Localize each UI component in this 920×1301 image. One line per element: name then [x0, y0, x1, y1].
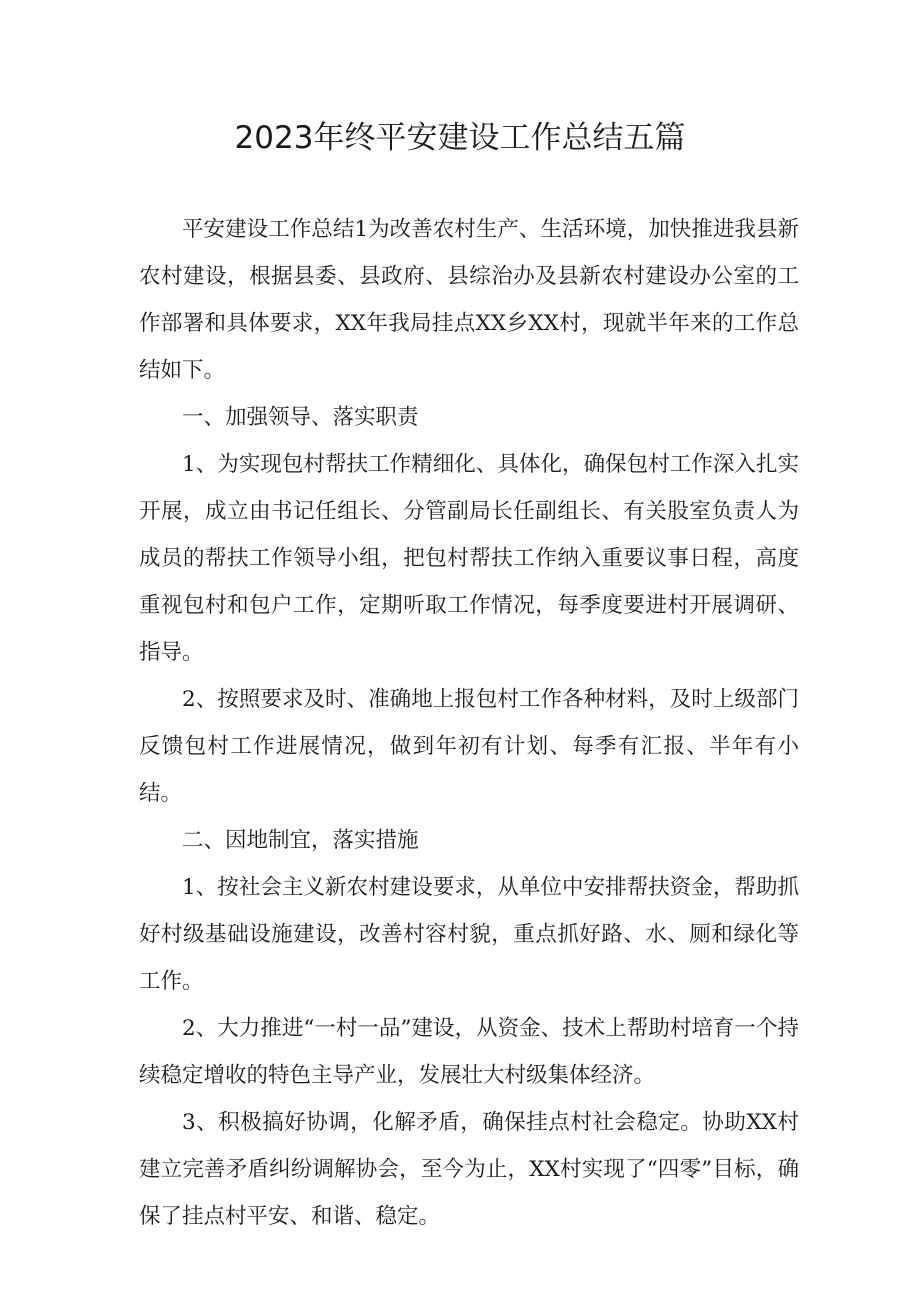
section-heading-2: 二、因地制宜，落实措施 — [182, 828, 419, 853]
paragraph-2-1: 1、按社会主义新农村建设要求，从单位中安排帮扶资金，帮助抓好村级基础设施建设，改善村容村貌，重点抓好路、水、厕和绿化等工作。 — [139, 875, 799, 994]
paragraph-2-3: 3、积极搞好协调，化解矛盾，确保挂点村社会稳定。协助XX村建立完善矛盾纠纷调解协会，至今为止，XX村实现了“四零”目标，确保了挂点村平安、和谐、稳定。 — [139, 1110, 799, 1229]
paragraph-1-2: 2、按照要求及时、准确地上报包村工作各种材料，及时上级部门反馈包村工作进展情况，做到年初有计划、每季有汇报、半年有小结。 — [139, 687, 799, 806]
paragraph-intro: 平安建设工作总结1为改善农村生产、生活环境，加快推进我县新农村建设，根据县委、县政府、县综治办及县新农村建设办公室的工作部署和具体要求，XX年我局挂点XX乡XX村，现就半年来的工作总结如下。 — [139, 217, 799, 383]
paragraph-2-2: 2、大力推进“一村一品”建设，从资金、技术上帮助村培育一个持续稳定增收的特色主导产业，发展壮大村级集体经济。 — [139, 1016, 799, 1088]
document-body — [139, 206, 799, 1240]
document-title: 2023年终平安建设工作总结五篇 — [234, 120, 686, 156]
section-heading-1: 一、加强领导、落实职责 — [182, 405, 419, 430]
paragraph-1-1: 1、为实现包村帮扶工作精细化、具体化，确保包村工作深入扎实开展，成立由书记任组长、分管副局长任副组长、有关股室负责人为成员的帮扶工作领导小组，把包村帮扶工作纳入重要议事日程，高度重视包村和包户工作，定期听取工作情况，每季度要进村开展调研、指导。 — [139, 452, 799, 665]
